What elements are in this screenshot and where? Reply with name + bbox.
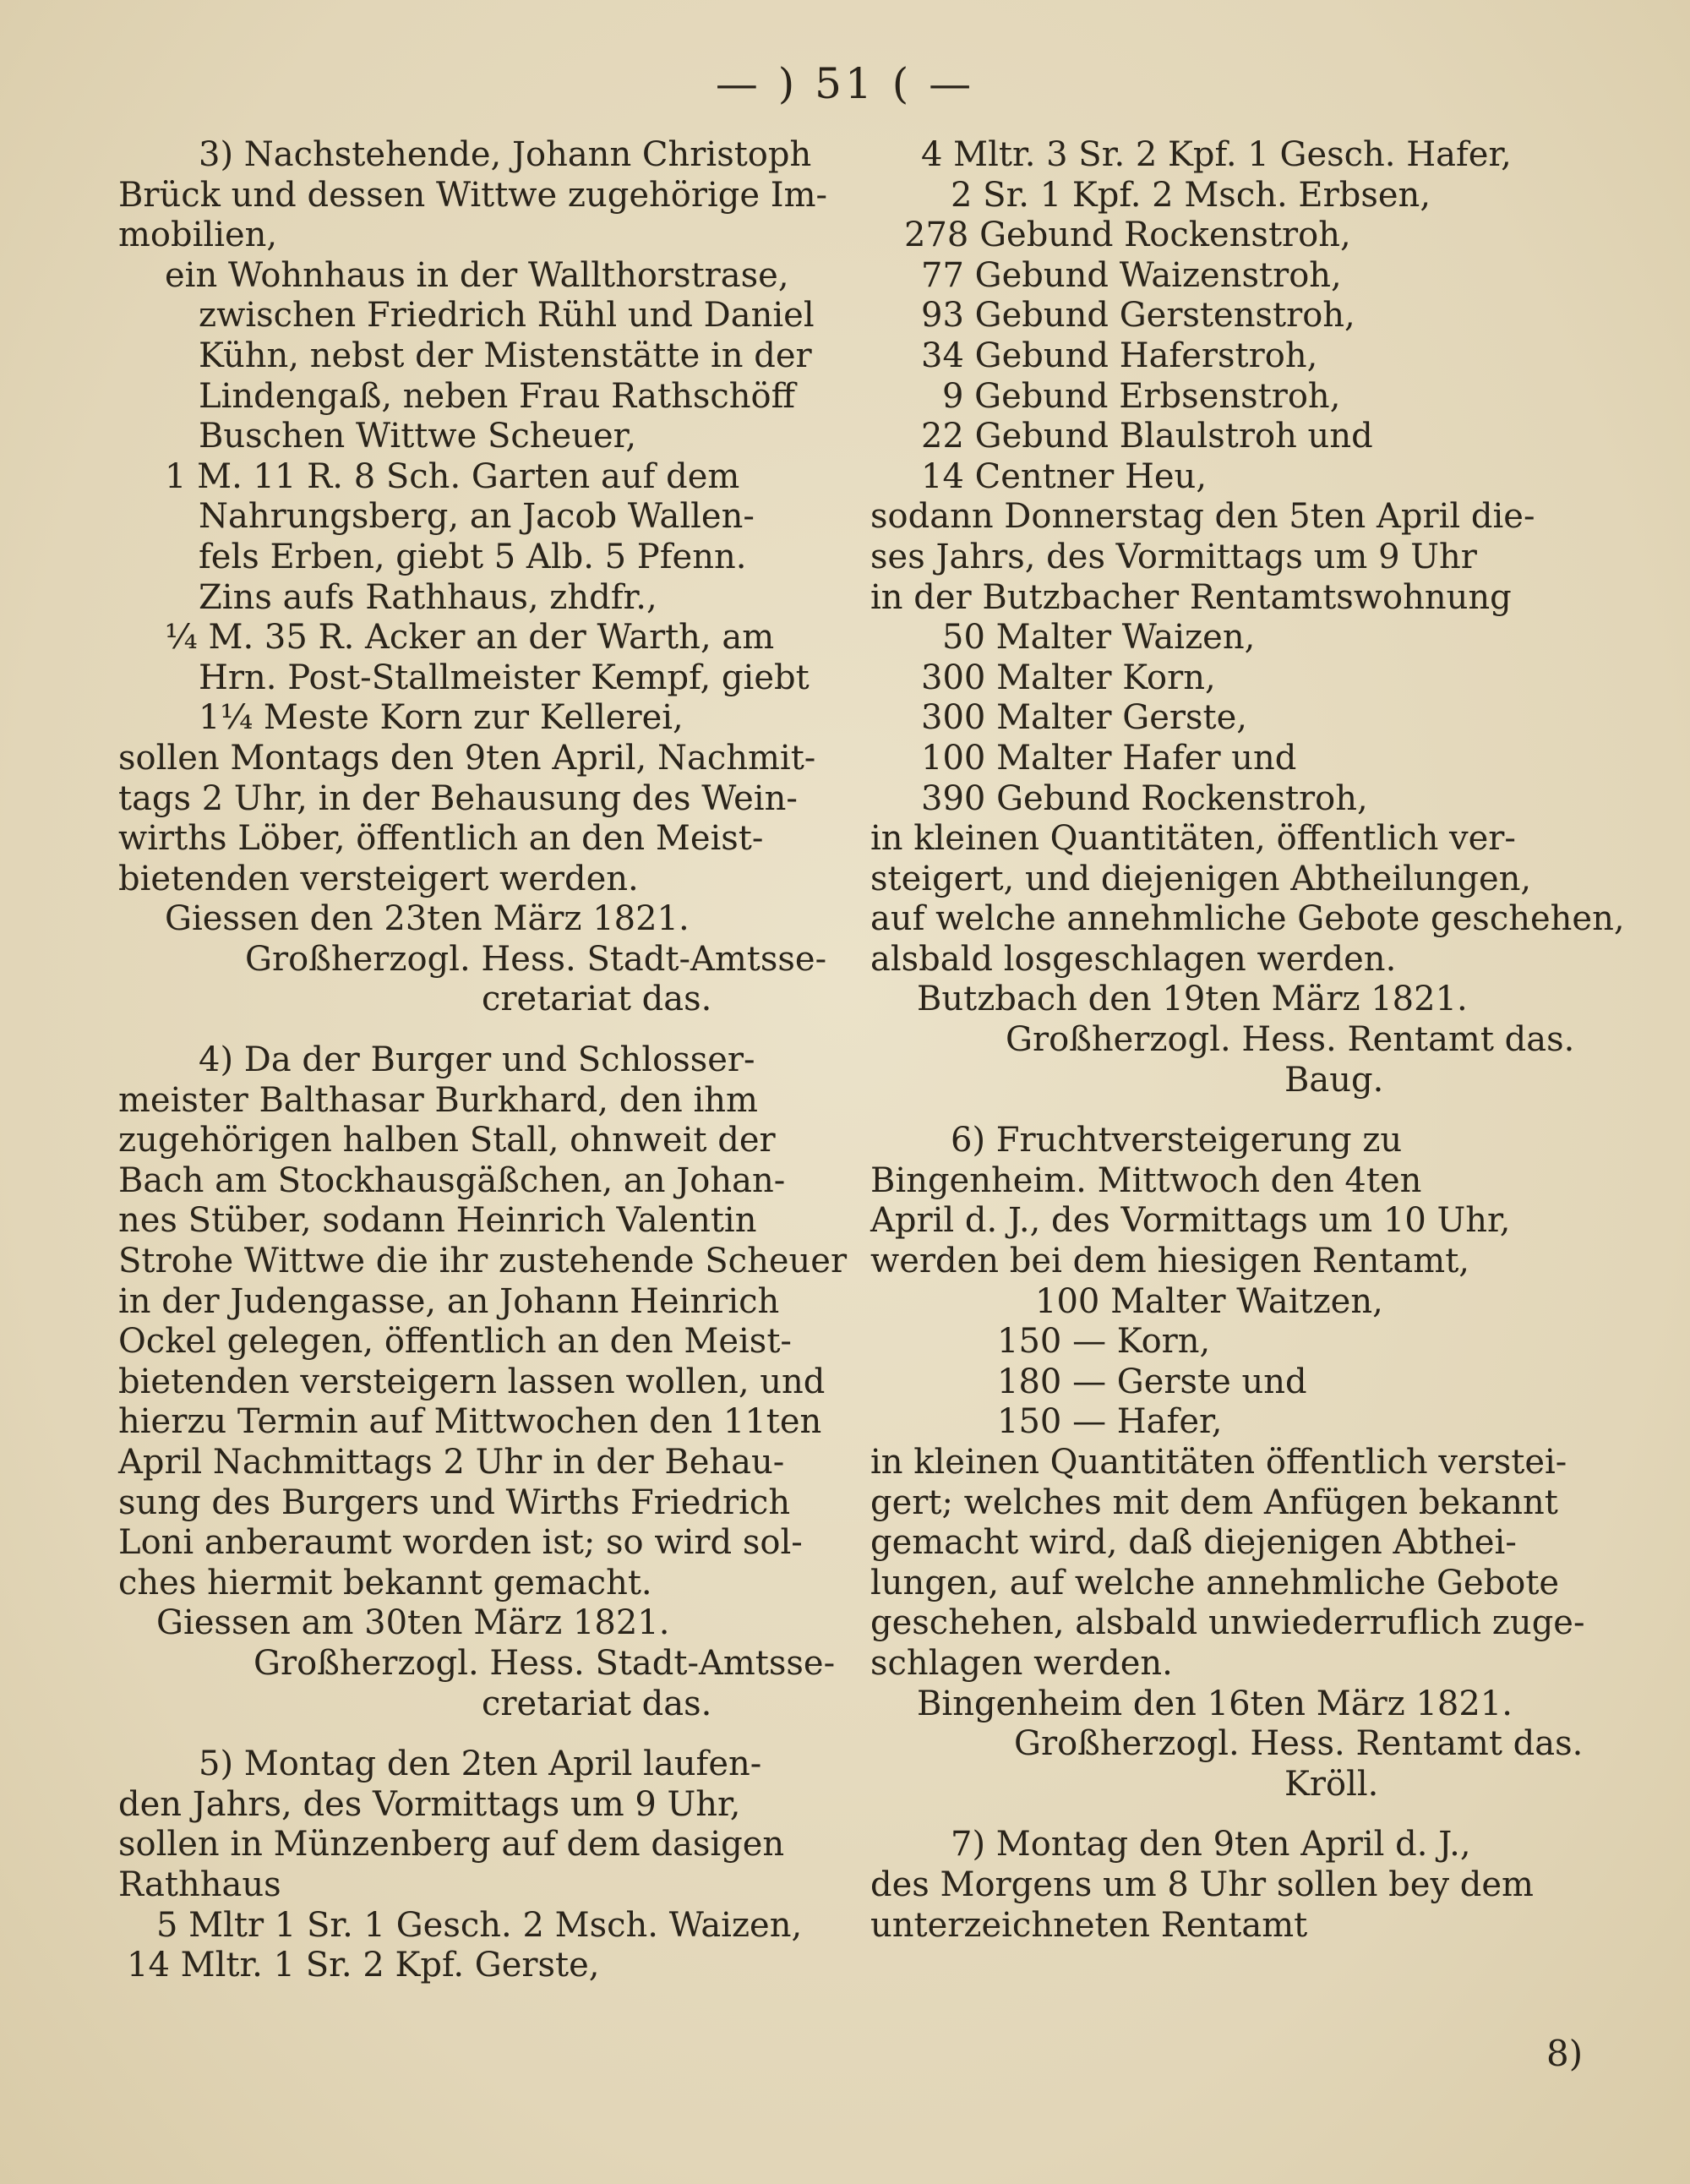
text-line: 5 Mltr 1 Sr. 1 Gesch. 2 Msch. Waizen, [156, 1905, 803, 1945]
text-line: sung des Burgers und Wirths Friedrich [118, 1482, 791, 1522]
text-line: Großherzogl. Hess. Stadt-Amtsse- [254, 1643, 836, 1683]
text-line: nes Stüber, sodann Heinrich Valentin [118, 1201, 757, 1241]
text-line: cretariat das. [482, 1684, 712, 1723]
text-line: Zins aufs Rathhaus, zhdfr., [199, 577, 657, 617]
text-line: alsbald losgeschlagen werden. [870, 939, 1397, 979]
text-line: Loni anberaumt worden ist; so wird sol- [118, 1523, 803, 1563]
text-line: 1 M. 11 R. 8 Sch. Garten auf dem [165, 456, 740, 496]
text-line: cretariat das. [482, 980, 712, 1019]
text-line: 4) Da der Burger und Schlosser- [199, 1040, 755, 1080]
text-line: sollen in Münzenberg auf dem dasigen [118, 1825, 785, 1865]
text-line: gemacht wird, daß diejenigen Abthei- [870, 1523, 1517, 1563]
left-column [118, 135, 848, 1986]
text-line: schlagen werden. [870, 1643, 1173, 1683]
text-line: in der Judengasse, an Johann Heinrich [118, 1281, 780, 1321]
text-line: bietenden versteigern lassen wollen, und [118, 1362, 826, 1401]
text-line: des Morgens um 8 Uhr sollen bey dem [870, 1865, 1534, 1904]
text-line: mobilien, [118, 216, 278, 255]
text-line: 7) Montag den 9ten April d. J., [951, 1825, 1471, 1865]
text-line: April Nachmittags 2 Uhr in der Behau- [118, 1443, 785, 1482]
text-line: den Jahrs, des Vormittags um 9 Uhr, [118, 1784, 741, 1824]
text-line: Nahrungsberg, an Jacob Wallen- [199, 497, 755, 537]
text-line: Strohe Wittwe die ihr zustehende Scheuer [118, 1242, 848, 1281]
text-line: 50 Malter Waizen, [942, 618, 1256, 658]
text-line: 2 Sr. 1 Kpf. 2 Msch. Erbsen, [951, 175, 1431, 215]
text-line: 93 Gebund Gerstenstroh, [921, 296, 1355, 336]
text-line: 300 Malter Korn, [921, 658, 1216, 697]
text-line: Kröll. [1284, 1764, 1379, 1804]
text-line: Giessen den 23ten März 1821. [165, 899, 690, 939]
text-line: 150 — Hafer, [997, 1402, 1223, 1442]
text-line: ¼ M. 35 R. Acker an der Warth, am [165, 618, 775, 658]
right-column [870, 135, 1625, 1946]
text-line: Ockel gelegen, öffentlich an den Meist- [118, 1322, 792, 1362]
text-line: steigert, und diejenigen Abtheilungen, [870, 859, 1532, 898]
text-line: 390 Gebund Rockenstroh, [921, 778, 1368, 818]
paragraph-gap [870, 1100, 1606, 1121]
text-line: werden bei dem hiesigen Rentamt, [870, 1242, 1469, 1281]
text-line: lungen, auf welche annehmliche Gebote [870, 1563, 1560, 1603]
text-line: Buschen Wittwe Scheuer, [199, 417, 637, 456]
text-line: ches hiermit bekannt gemacht. [118, 1563, 652, 1603]
text-line: 22 Gebund Blaulstroh und [921, 417, 1373, 456]
text-line: fels Erben, giebt 5 Alb. 5 Pfenn. [199, 537, 747, 576]
text-line: in kleinen Quantitäten, öffentlich ver- [870, 819, 1516, 859]
text-line: 180 — Gerste und [997, 1362, 1307, 1401]
paragraph-gap [118, 1020, 845, 1040]
text-line: Lindengaß, neben Frau Rathschöff [199, 376, 796, 416]
text-line: 14 Mltr. 1 Sr. 2 Kpf. Gerste, [127, 1946, 600, 1985]
text-line: 100 Malter Waitzen, [1035, 1281, 1383, 1321]
text-line: 3) Nachstehende, Johann Christoph [199, 135, 812, 174]
text-line: bietenden versteigert werden. [118, 859, 639, 898]
text-line: geschehen, alsbald unwiederruflich zuge- [870, 1603, 1585, 1643]
text-line: wirths Löber, öffentlich an den Meist- [118, 819, 764, 859]
text-line: zwischen Friedrich Rühl und Daniel [199, 296, 815, 336]
text-line: 300 Malter Gerste, [921, 698, 1247, 738]
text-line: gert; welches mit dem Anfügen bekannt [870, 1482, 1558, 1522]
text-line: Bingenheim den 16ten März 1821. [917, 1684, 1513, 1723]
text-line: Brück und dessen Wittwe zugehörige Im- [118, 175, 828, 215]
text-line: Butzbach den 19ten März 1821. [917, 980, 1468, 1019]
text-line: 14 Centner Heu, [921, 456, 1208, 496]
text-line: Bach am Stockhausgäßchen, an Johan- [118, 1160, 786, 1200]
text-line: auf welche annehmliche Gebote geschehen, [870, 899, 1625, 939]
text-line: 4 Mltr. 3 Sr. 2 Kpf. 1 Gesch. Hafer, [921, 135, 1512, 174]
text-line: ses Jahrs, des Vormittags um 9 Uhr [870, 537, 1477, 576]
text-line: Kühn, nebst der Mistenstätte in der [199, 336, 812, 375]
text-line: sollen Montags den 9ten April, Nachmit- [118, 738, 816, 778]
text-line: 1¼ Meste Korn zur Kellerei, [199, 698, 684, 738]
text-line: sodann Donnerstag den 5ten April die- [870, 497, 1535, 537]
text-line: 150 — Korn, [997, 1322, 1211, 1362]
text-line: Baug. [1284, 1060, 1384, 1100]
text-line: April d. J., des Vormittags um 10 Uhr, [870, 1201, 1511, 1241]
text-line: Großherzogl. Hess. Rentamt das. [1014, 1724, 1584, 1764]
text-line: Großherzogl. Hess. Stadt-Amtsse- [245, 939, 827, 979]
text-line: in kleinen Quantitäten öffentlich verstei- [870, 1443, 1567, 1482]
text-line: 278 Gebund Rockenstroh, [904, 216, 1351, 255]
text-line: 77 Gebund Waizenstroh, [921, 255, 1342, 295]
text-line: 6) Fruchtversteigerung zu [951, 1121, 1403, 1160]
paragraph-gap [118, 1724, 845, 1744]
text-line: in der Butzbacher Rentamtswohnung [870, 577, 1512, 617]
text-line: unterzeichneten Rentamt [870, 1905, 1308, 1945]
text-line: Bingenheim. Mittwoch den 4ten [870, 1160, 1422, 1200]
text-line: meister Balthasar Burkhard, den ihm [118, 1080, 758, 1120]
text-line: 100 Malter Hafer und [921, 738, 1297, 778]
text-line: zugehörigen halben Stall, ohnweit der [118, 1121, 776, 1160]
text-line: Rathhaus [118, 1865, 281, 1904]
text-line: Giessen am 30ten März 1821. [156, 1603, 670, 1643]
text-line: hierzu Termin auf Mittwochen den 11ten [118, 1402, 822, 1442]
page-header: — ) 51 ( — [715, 59, 975, 108]
text-line: tags 2 Uhr, in der Behausung des Wein- [118, 778, 798, 818]
text-line: 9 Gebund Erbsenstroh, [942, 376, 1341, 416]
catchword: 8) [1546, 2033, 1584, 2074]
text-line: ein Wohnhaus in der Wallthorstrase, [165, 255, 789, 295]
text-line: Großherzogl. Hess. Rentamt das. [1006, 1020, 1575, 1060]
text-line: 5) Montag den 2ten April laufen- [199, 1744, 762, 1784]
paragraph-gap [870, 1805, 1606, 1825]
text-line: Hrn. Post-Stallmeister Kempf, giebt [199, 658, 810, 697]
text-line: 34 Gebund Haferstroh, [921, 336, 1318, 375]
